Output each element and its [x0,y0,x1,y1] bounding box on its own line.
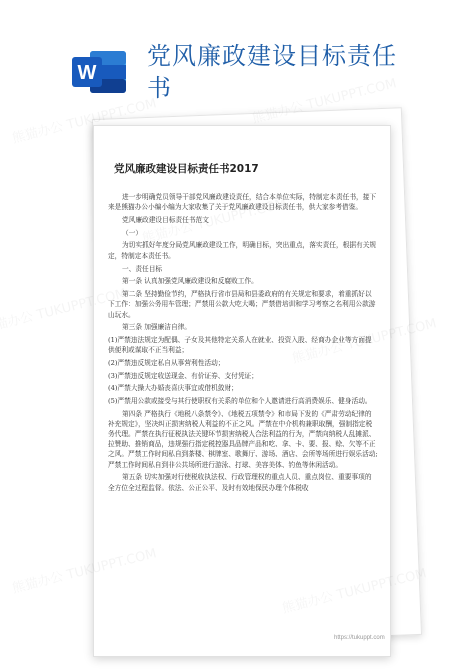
paragraph: 第二条 坚持勤俭节约，严格执行省市县局和县委政府的有关规定和要求，着重抓好以下工作：加强公务用车管理；严禁用公款大吃大喝；严禁借培训和学习考察之名利用公款游山玩水。 [108,290,376,319]
header [0,0,474,105]
paragraph: 第五条 切实加强对行使税收执法权、行政管理权的重点人员、重点岗位、重要事项的全方位全过程监督。依法、公正公平、及时有效地保民办理个体税收 [108,473,372,492]
word-icon-letter: W [77,62,97,84]
footer-url: https://tukuppt.com [334,635,385,641]
list-item: (2)严禁违反规定私自从事营利性活动； [108,358,225,367]
page-title-line1: 党风廉政建设目标责任 [147,42,397,70]
paragraph: 第一条 认真加强党风廉政建设和反腐败工作。 [122,277,258,286]
section-heading: 一、责任目标 [122,264,163,273]
paragraph: 党风廉政建设目标责任书范文 [122,215,209,224]
document-page [93,125,391,657]
page-title [147,40,447,104]
list-item: (5)严禁用公款或接受与其行使职权有关系的单位和个人邀请进行高消费娱乐、健身活动。 [108,396,372,405]
paragraph: 第四条 严格执行《地税八条禁令》、《地税五项禁令》和市局下发的《严肃劳动纪律的补充规定》，坚决纠正损害纳税人利益的不正之风。严禁在中介机构兼职取酬，强制指定税务代理。严禁在执行征税执法关键环节损害纳税人合法利益的行为，严禁向纳税人乱摊派、拉赞助、推销商品，违规强行指定税控器具品牌产品和吃、拿、卡、要、报、赊、欠等不正之风。严禁工作时间私自到茶楼、棋牌室、歌舞厅、游场、酒店、会所等场所进行娱乐活动;严禁工作时间私自到非公共场所进行游泳、打球、美容美体、钓鱼等休闲活动。 [108,409,378,469]
list-item: (4)严禁大操大办婚丧喜庆事宜或借机敛财； [108,384,238,393]
paragraph: 第三条 加强廉洁自律。 [122,323,191,332]
list-item: (1)严禁违法规定为配偶、子女及其他特定关系人在就业、投资入股、经商办企业等方面提供便利或谋取不正当利益； [108,335,372,355]
paragraph: 为切实抓好年度分局党风廉政建设工作，明确目标，突出重点，落实责任，根据有关规定，特制定本责任书。 [108,241,377,260]
paragraph: （一） [122,228,143,237]
page-title-line2: 书 [147,74,172,102]
paragraph: 进一步明确党员领导干部党风廉政建设责任，结合本单位实际，特制定本责任书，接下来是熊猫办公小编小编为大家收集了关于党风廉政建设目标责任书，供大家参考借鉴。 [108,193,377,212]
document-body [108,192,378,495]
document-title: 党风廉政建设目标责任书2017 [114,163,259,175]
list-item: (3)严禁违反规定收送现金、有价证券、支付凭证； [108,371,258,380]
word-document-icon [70,47,130,97]
